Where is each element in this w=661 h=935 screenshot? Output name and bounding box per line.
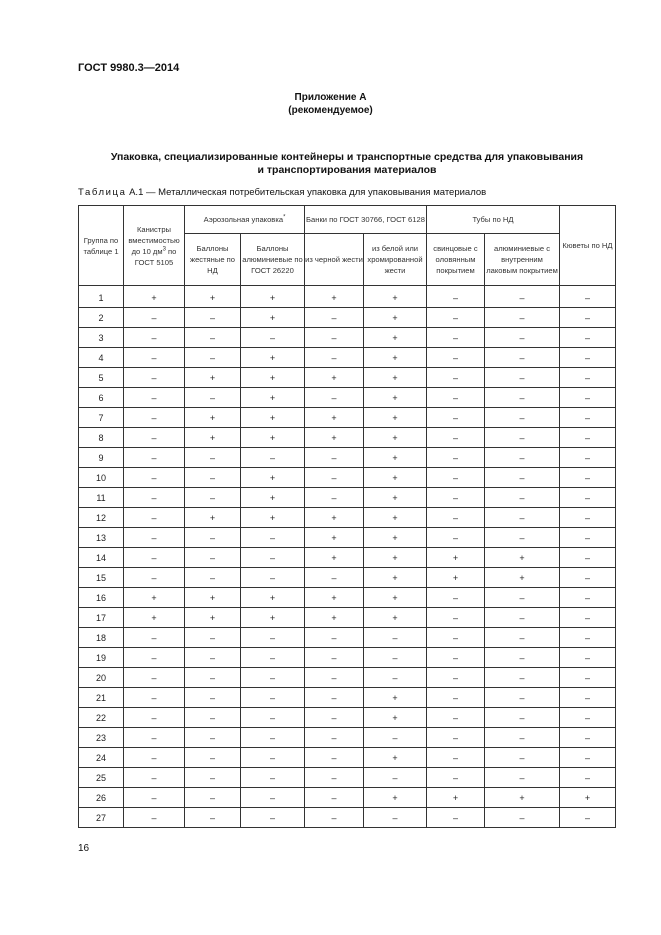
table-cell: – — [427, 708, 485, 728]
table-cell: – — [485, 468, 560, 488]
table-cell: + — [364, 388, 427, 408]
section-title — [78, 151, 616, 177]
table-cell: – — [305, 328, 364, 348]
table-cell: – — [560, 568, 616, 588]
table-cell: – — [485, 408, 560, 428]
table-row — [79, 286, 616, 308]
table-cell: + — [364, 788, 427, 808]
group-number-cell: 7 — [79, 408, 124, 428]
table-cell: + — [185, 286, 241, 308]
table-cell: – — [485, 668, 560, 688]
section-title-line-2: и транспортирования материалов — [257, 164, 437, 176]
table-cell: – — [124, 548, 185, 568]
table-cell: – — [427, 648, 485, 668]
table-cell: + — [241, 368, 305, 388]
table-cell: – — [485, 286, 560, 308]
table-caption-text: А.1 — Металлическая потребительская упаковка для упаковывания материалов — [126, 187, 487, 198]
group-number-cell: 15 — [79, 568, 124, 588]
header-aerosol-tin: Баллоны жестяные по НД — [185, 234, 241, 286]
table-row — [79, 348, 616, 368]
table-cell: + — [241, 428, 305, 448]
table-cell: – — [485, 748, 560, 768]
table-row — [79, 788, 616, 808]
table-cell: + — [241, 348, 305, 368]
table-cell: – — [364, 648, 427, 668]
table-body — [79, 286, 616, 828]
table-cell: + — [364, 548, 427, 568]
table-cell: – — [185, 648, 241, 668]
table-cell: + — [364, 468, 427, 488]
table-cell: + — [305, 368, 364, 388]
table-cell: – — [185, 528, 241, 548]
table-cell: + — [364, 368, 427, 388]
table-cell: – — [485, 608, 560, 628]
table-cell: + — [305, 588, 364, 608]
table-cell: – — [241, 448, 305, 468]
table-cell: – — [305, 448, 364, 468]
section-title-line-1: Упаковка, специализированные контейнеры и транспортные средства для упаковывания — [110, 151, 584, 163]
table-cell: – — [305, 708, 364, 728]
table-cell: – — [185, 348, 241, 368]
group-number-cell: 14 — [79, 548, 124, 568]
table-row — [79, 648, 616, 668]
table-cell: – — [124, 808, 185, 828]
table-cell: – — [560, 608, 616, 628]
table-cell: – — [305, 648, 364, 668]
header-cans: Банки по ГОСТ 30766, ГОСТ 6128 — [305, 206, 427, 234]
table-cell: + — [124, 588, 185, 608]
table-cell: – — [560, 488, 616, 508]
table-cell: – — [241, 668, 305, 688]
table-cell: – — [560, 308, 616, 328]
table-cell: – — [560, 628, 616, 648]
table-cell: – — [427, 768, 485, 788]
table-cell: – — [485, 708, 560, 728]
table-cell: – — [560, 548, 616, 568]
table-cell: – — [185, 328, 241, 348]
table-cell: – — [124, 788, 185, 808]
table-cell: – — [185, 748, 241, 768]
group-number-cell: 17 — [79, 608, 124, 628]
table-cell: – — [560, 668, 616, 688]
table-cell: – — [485, 528, 560, 548]
table-cell: – — [427, 528, 485, 548]
group-number-cell: 18 — [79, 628, 124, 648]
table-cell: – — [485, 588, 560, 608]
appendix-heading — [0, 91, 661, 117]
table-cell: – — [124, 628, 185, 648]
table-cell: – — [560, 468, 616, 488]
table-cell: + — [305, 508, 364, 528]
table-cell: + — [305, 428, 364, 448]
table-cell: + — [185, 428, 241, 448]
table-cell: – — [305, 688, 364, 708]
table-cell: + — [241, 508, 305, 528]
table-cell: – — [124, 488, 185, 508]
table-row — [79, 428, 616, 448]
table-cell: – — [185, 548, 241, 568]
table-cell: – — [560, 688, 616, 708]
group-number-cell: 3 — [79, 328, 124, 348]
table-cell: – — [560, 768, 616, 788]
table-cell: – — [427, 808, 485, 828]
table-cell: – — [124, 648, 185, 668]
header-aerosol-alu: Баллоны алюминиевые по ГОСТ 26220 — [241, 234, 305, 286]
table-cell: + — [305, 548, 364, 568]
table-cell: – — [185, 388, 241, 408]
table-cell: + — [241, 608, 305, 628]
table-cell: – — [305, 468, 364, 488]
table-cell: – — [560, 588, 616, 608]
header-canisters: Канистры вместимостью до 10 $дм^3$ по ГОСТ 5105 — [124, 206, 185, 286]
table-cell: – — [485, 428, 560, 448]
table-cell: – — [241, 328, 305, 348]
table-cell: – — [427, 468, 485, 488]
table-cell: – — [485, 488, 560, 508]
table-cell: + — [241, 488, 305, 508]
table-cell: – — [560, 408, 616, 428]
table-cell: + — [185, 368, 241, 388]
table-cell: + — [241, 588, 305, 608]
table-cell: – — [485, 308, 560, 328]
header-cans-black: из черной жести — [305, 234, 364, 286]
table-cell: – — [185, 308, 241, 328]
header-tubes: Тубы по НД — [427, 206, 560, 234]
table-row — [79, 408, 616, 428]
table-cell: – — [560, 728, 616, 748]
table-cell: – — [241, 708, 305, 728]
table-cell: – — [560, 348, 616, 368]
table-cell: – — [124, 568, 185, 588]
table-row — [79, 708, 616, 728]
table-cell: – — [124, 748, 185, 768]
table-cell: + — [427, 548, 485, 568]
table-cell: – — [241, 568, 305, 588]
table-cell: + — [364, 488, 427, 508]
table-cell: – — [485, 368, 560, 388]
table-cell: – — [485, 648, 560, 668]
table-row — [79, 508, 616, 528]
table-cell: + — [364, 408, 427, 428]
table-cell: – — [560, 648, 616, 668]
table-cell: – — [560, 328, 616, 348]
table-cell: – — [427, 388, 485, 408]
table-cell: – — [241, 788, 305, 808]
table-cell: – — [185, 708, 241, 728]
table-cell: – — [185, 788, 241, 808]
table-cell: + — [364, 348, 427, 368]
table-cell: – — [305, 748, 364, 768]
table-row — [79, 368, 616, 388]
table-cell: – — [241, 528, 305, 548]
table-cell: – — [241, 548, 305, 568]
table-caption — [78, 187, 486, 198]
table-cell: – — [124, 528, 185, 548]
table-cell: – — [305, 348, 364, 368]
table-cell: – — [305, 488, 364, 508]
group-number-cell: 22 — [79, 708, 124, 728]
table-row — [79, 488, 616, 508]
table-cell: – — [124, 768, 185, 788]
table-cell: + — [364, 528, 427, 548]
table-row — [79, 728, 616, 748]
table-cell: – — [305, 668, 364, 688]
table-cell: – — [185, 808, 241, 828]
table-cell: – — [427, 608, 485, 628]
table-cell: – — [124, 728, 185, 748]
header-tubes-alu: алюминиевые с внутренним лаковым покрытием — [485, 234, 560, 286]
table-cell: – — [364, 768, 427, 788]
table-cell: – — [560, 808, 616, 828]
table-row — [79, 328, 616, 348]
table-cell: + — [485, 548, 560, 568]
table-cell: – — [560, 528, 616, 548]
table-row — [79, 568, 616, 588]
table-cell: – — [560, 448, 616, 468]
table-cell: – — [305, 628, 364, 648]
table-cell: – — [185, 768, 241, 788]
table-row — [79, 448, 616, 468]
table-row — [79, 768, 616, 788]
group-number-cell: 6 — [79, 388, 124, 408]
table-cell: – — [241, 688, 305, 708]
table-row — [79, 688, 616, 708]
group-number-cell: 1 — [79, 286, 124, 308]
table-cell: + — [427, 788, 485, 808]
table-cell: – — [124, 388, 185, 408]
table-row — [79, 388, 616, 408]
group-number-cell: 19 — [79, 648, 124, 668]
table-cell: – — [185, 468, 241, 488]
table-cell: – — [427, 588, 485, 608]
table-cell: – — [124, 428, 185, 448]
group-number-cell: 4 — [79, 348, 124, 368]
table-cell: + — [364, 308, 427, 328]
table-cell: – — [185, 448, 241, 468]
table-cell: – — [427, 368, 485, 388]
table-cell: + — [560, 788, 616, 808]
table-cell: + — [364, 608, 427, 628]
table-cell: + — [364, 588, 427, 608]
table-cell: – — [241, 768, 305, 788]
table-cell: – — [124, 308, 185, 328]
table-cell: – — [185, 668, 241, 688]
group-number-cell: 13 — [79, 528, 124, 548]
table-cell: – — [305, 768, 364, 788]
table-cell: – — [560, 748, 616, 768]
table-row — [79, 808, 616, 828]
table-cell: – — [427, 728, 485, 748]
table-cell: + — [305, 608, 364, 628]
table-cell: – — [124, 688, 185, 708]
table-cell: + — [364, 448, 427, 468]
table-cell: + — [124, 286, 185, 308]
appendix-title: Приложение А — [294, 92, 367, 103]
table-cell: – — [560, 388, 616, 408]
table-cell: – — [560, 286, 616, 308]
table-caption-label: Таблица — [78, 187, 127, 198]
table-cell: – — [124, 368, 185, 388]
table-cell: – — [427, 428, 485, 448]
table-row — [79, 668, 616, 688]
table-cell: + — [305, 286, 364, 308]
table-cell: – — [124, 448, 185, 468]
table-row — [79, 608, 616, 628]
table-row — [79, 628, 616, 648]
table-cell: – — [305, 728, 364, 748]
header-aerosol: Аэрозольная упаковка* — [185, 206, 305, 234]
table-cell: – — [241, 628, 305, 648]
group-number-cell: 5 — [79, 368, 124, 388]
table-cell: – — [124, 348, 185, 368]
table-cell: + — [241, 388, 305, 408]
table-row — [79, 468, 616, 488]
table-cell: – — [364, 808, 427, 828]
table-cell: – — [305, 788, 364, 808]
table-cell: + — [364, 328, 427, 348]
table-cell: – — [185, 568, 241, 588]
appendix-subtitle: (рекомендуемое) — [288, 105, 373, 116]
table-cell: – — [364, 728, 427, 748]
table-cell: – — [427, 408, 485, 428]
table-cell: + — [364, 286, 427, 308]
table-cell: – — [185, 688, 241, 708]
group-number-cell: 8 — [79, 428, 124, 448]
table-cell: – — [241, 728, 305, 748]
group-number-cell: 20 — [79, 668, 124, 688]
table-cell: – — [364, 628, 427, 648]
table-cell: + — [241, 308, 305, 328]
table-header — [79, 206, 616, 286]
table-cell: + — [427, 568, 485, 588]
table-cell: + — [485, 568, 560, 588]
table-row — [79, 748, 616, 768]
table-cell: + — [364, 428, 427, 448]
table-cell: – — [124, 508, 185, 528]
document-code: ГОСТ 9980.3—2014 — [78, 62, 180, 74]
table-cell: – — [241, 808, 305, 828]
table-cell: – — [560, 708, 616, 728]
table-cell: – — [485, 688, 560, 708]
table-cell: + — [364, 688, 427, 708]
table-cell: – — [427, 308, 485, 328]
table-cell: – — [485, 508, 560, 528]
table-cell: + — [241, 408, 305, 428]
page-number: 16 — [78, 843, 90, 854]
table-cell: – — [427, 508, 485, 528]
table-cell: – — [485, 448, 560, 468]
table-cell: – — [427, 348, 485, 368]
header-group: Группа по таблице 1 — [79, 206, 124, 286]
table-cell: + — [185, 608, 241, 628]
header-cans-white: из белой или хромированной жести — [364, 234, 427, 286]
table-cell: + — [185, 588, 241, 608]
table-cell: + — [241, 286, 305, 308]
table-cell: – — [305, 388, 364, 408]
table-cell: – — [305, 308, 364, 328]
table-cell: – — [485, 628, 560, 648]
table-cell: – — [124, 328, 185, 348]
group-number-cell: 24 — [79, 748, 124, 768]
group-number-cell: 10 — [79, 468, 124, 488]
header-tubes-lead: свинцовые с оловянным покрытием — [427, 234, 485, 286]
group-number-cell: 27 — [79, 808, 124, 828]
group-number-cell: 25 — [79, 768, 124, 788]
table-row — [79, 528, 616, 548]
table-cell: – — [560, 428, 616, 448]
packaging-table — [78, 205, 616, 828]
table-cell: – — [185, 628, 241, 648]
table-cell: – — [124, 668, 185, 688]
table-cell: + — [364, 508, 427, 528]
table-cell: + — [305, 408, 364, 428]
table-cell: – — [124, 708, 185, 728]
table-cell: – — [485, 768, 560, 788]
table-cell: – — [427, 328, 485, 348]
table-cell: – — [485, 808, 560, 828]
group-number-cell: 2 — [79, 308, 124, 328]
table-cell: + — [124, 608, 185, 628]
table-cell: + — [305, 528, 364, 548]
group-number-cell: 21 — [79, 688, 124, 708]
table-row — [79, 548, 616, 568]
table-cell: – — [185, 728, 241, 748]
table-cell: + — [364, 708, 427, 728]
table-cell: + — [241, 468, 305, 488]
table-cell: + — [364, 748, 427, 768]
group-number-cell: 11 — [79, 488, 124, 508]
table-cell: – — [185, 488, 241, 508]
table-row — [79, 308, 616, 328]
table-cell: – — [427, 688, 485, 708]
table-cell: – — [485, 728, 560, 748]
table-cell: – — [427, 628, 485, 648]
table-cell: – — [485, 348, 560, 368]
table-cell: – — [560, 508, 616, 528]
table-cell: – — [427, 448, 485, 468]
group-number-cell: 16 — [79, 588, 124, 608]
table-cell: – — [124, 408, 185, 428]
table-cell: – — [485, 328, 560, 348]
table-cell: + — [185, 408, 241, 428]
table-cell: – — [305, 568, 364, 588]
table-cell: + — [364, 568, 427, 588]
group-number-cell: 23 — [79, 728, 124, 748]
table-row — [79, 588, 616, 608]
header-cuvettes: Кюветы по НД — [560, 206, 616, 286]
group-number-cell: 9 — [79, 448, 124, 468]
table-cell: – — [427, 668, 485, 688]
table-cell: – — [305, 808, 364, 828]
group-number-cell: 12 — [79, 508, 124, 528]
group-number-cell: 26 — [79, 788, 124, 808]
table-cell: – — [427, 488, 485, 508]
table-cell: – — [427, 748, 485, 768]
table-cell: – — [124, 468, 185, 488]
table-cell: – — [364, 668, 427, 688]
table-cell: – — [427, 286, 485, 308]
table-cell: + — [485, 788, 560, 808]
table-cell: – — [560, 368, 616, 388]
table-cell: – — [241, 648, 305, 668]
table-cell: + — [185, 508, 241, 528]
table-cell: – — [241, 748, 305, 768]
table-cell: – — [485, 388, 560, 408]
